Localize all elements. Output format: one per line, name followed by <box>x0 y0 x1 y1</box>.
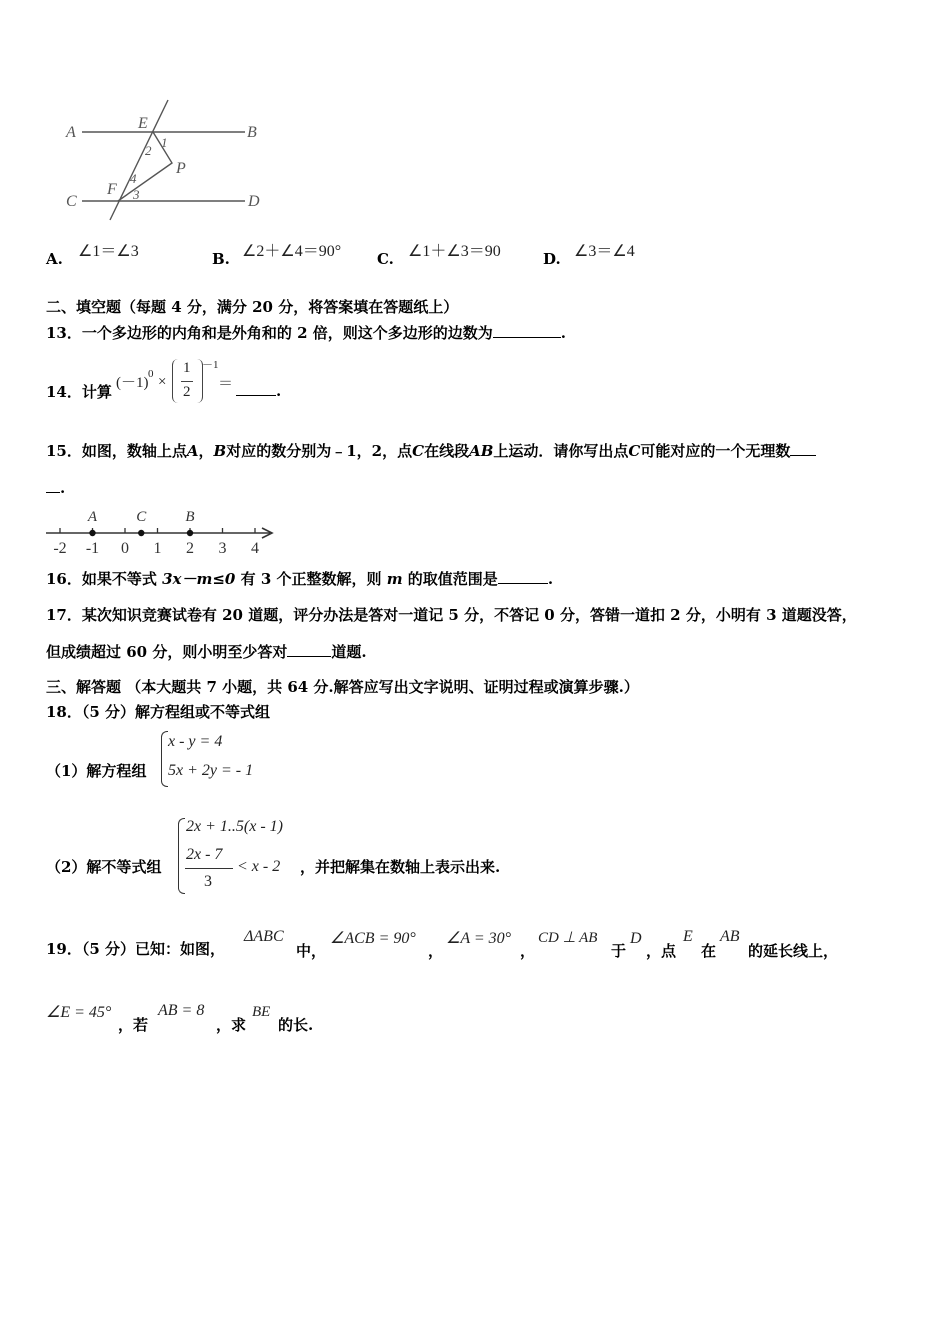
q14-paren-left <box>172 359 181 403</box>
q14-times: × <box>158 374 167 390</box>
label-3: 3 <box>133 187 140 202</box>
section2-heading: 二、填空题（每题 4 分，满分 20 分，将答案填在答题纸上） <box>46 298 459 316</box>
q14-base: (－1) <box>116 375 149 391</box>
q15-point-b: B <box>213 442 227 460</box>
q16-text-c: 的取值范围是 <box>402 570 498 588</box>
q19-angle-a: ∠A = 30° <box>446 930 512 947</box>
q15-text-c: 在线段 <box>424 442 470 460</box>
q19-point-d: D <box>630 930 642 947</box>
q18-part2-frac-bar <box>185 868 233 869</box>
q14-exp0: 0 <box>148 368 154 380</box>
question-15-line1 <box>46 440 816 461</box>
tick-label: -2 <box>53 540 67 557</box>
option-d-letter: D. <box>543 250 561 268</box>
q14-exp1: －1 <box>202 359 219 371</box>
question-13 <box>46 322 566 343</box>
q12-geometry-figure <box>60 95 280 225</box>
tick-label: -1 <box>85 540 100 557</box>
tick-label: 0 <box>121 540 129 557</box>
q16-var-m: m <box>386 570 403 588</box>
point-a-label: A <box>87 509 98 525</box>
q18-part1-label: （1）解方程组 <box>46 762 147 780</box>
q18-part1-eq1: x - y = 4 <box>168 733 223 750</box>
q15-text-e: 可能对应的一个无理数 <box>640 442 791 460</box>
q12-option-c <box>377 250 394 268</box>
q17-answer-blank[interactable] <box>287 642 331 657</box>
q12-option-a <box>46 250 63 268</box>
label-C: C <box>66 193 77 210</box>
label-2: 2 <box>145 143 152 158</box>
q19-perp: CD ⊥ AB <box>538 930 598 946</box>
q16-text-b: 有 3 个正整数解，则 <box>235 570 387 588</box>
q14-answer <box>236 381 281 400</box>
tick-label: 2 <box>186 540 194 557</box>
q19-angle-e: ∠E = 45° <box>46 1004 112 1021</box>
q18-part2-ineq1: 2x + 1..5(x - 1) <box>186 818 283 835</box>
q19-text-i: ，若 <box>118 1016 149 1034</box>
q18-part2-num: 2x - 7 <box>186 846 223 863</box>
q15-text-b: 对应的数分别为﹣1，2，点 <box>226 442 413 460</box>
point-b-dot <box>187 530 193 536</box>
q13-answer-blank[interactable] <box>493 323 561 338</box>
q15-point-a: A <box>186 442 199 460</box>
q19-text-f: ，点 <box>646 942 677 960</box>
q18-part2-tail: ，并把解集在数轴上表示出来. <box>300 858 501 876</box>
label-D: D <box>248 193 260 210</box>
point-c-label: C <box>136 509 147 525</box>
q12-option-b-expr: ∠2＋∠4＝90° <box>242 243 342 260</box>
q18-part2-brace <box>178 818 185 894</box>
q19-segment-be: BE <box>252 1004 271 1020</box>
point-c-dot <box>138 530 144 536</box>
q15-segment-ab: AB <box>469 442 494 460</box>
label-E: E <box>138 115 148 132</box>
q19-text-g: 在 <box>701 942 717 960</box>
q18-part2-label: （2）解不等式组 <box>46 858 162 876</box>
q18-part1-brace <box>161 731 168 787</box>
section3-heading: 三、解答题 （本大题共 7 小题，共 64 分.解答应写出文字说明、证明过程或演算步骤.） <box>46 678 639 696</box>
question-15-line2 <box>46 478 65 497</box>
q15-end: . <box>60 479 66 497</box>
q19-angle-acb: ∠ACB = 90° <box>330 930 416 947</box>
label-1: 1 <box>161 135 168 150</box>
q18-part1-eq2: 5x + 2y = - 1 <box>168 762 254 779</box>
q12-option-d <box>543 250 561 268</box>
q12-option-b <box>212 250 230 268</box>
question-17-line1: 17．某次知识竞赛试卷有 20 道题，评分办法是答对一道记 5 分，不答记 0 分，答错一道扣 2 分，小明有 3 道题没答， <box>46 606 857 624</box>
q18-part2-rhs: < x - 2 <box>237 858 281 875</box>
q19-text-d: ， <box>520 942 536 960</box>
q14-eq: ＝ <box>218 376 234 392</box>
label-A: A <box>66 124 76 141</box>
q18-heading: 18．（5 分）解方程组或不等式组 <box>46 703 271 721</box>
point-b-label: B <box>185 509 195 525</box>
q15-text-a: 15．如图，数轴上点 <box>46 442 187 460</box>
q12-option-c-expr: ∠1＋∠3＝90 <box>408 243 501 260</box>
q19-text-a: 19．（5 分）已知：如图， <box>46 940 226 958</box>
option-a-letter: A. <box>46 250 63 268</box>
q12-option-a-expr: ∠1＝∠3 <box>78 243 139 260</box>
tick-label: 1 <box>153 540 162 557</box>
question-16 <box>46 568 553 589</box>
q13-end: . <box>560 324 566 342</box>
q17-text-a: 但成绩超过 60 分，则小明至少答对 <box>46 643 288 661</box>
option-c-letter: C. <box>377 250 394 268</box>
q16-end: . <box>547 570 554 588</box>
q16-inequality: 3x－m≤0 <box>162 570 236 588</box>
q19-text-e: 于 <box>611 942 627 960</box>
q19-text-k: 的长. <box>278 1016 314 1034</box>
q19-text-c: ， <box>428 942 444 960</box>
tick-label: 4 <box>251 540 259 557</box>
q16-answer-blank[interactable] <box>498 569 548 584</box>
q19-text-j: ，求 <box>216 1016 247 1034</box>
q15-point-c2: C <box>628 442 641 460</box>
q13-text: 13．一个多边形的内角和是外角和的 2 倍，则这个多边形的边数为 <box>46 324 493 342</box>
q15-comma: ， <box>198 442 214 460</box>
q19-point-e: E <box>683 928 693 945</box>
q12-option-d-expr: ∠3＝∠4 <box>574 243 635 260</box>
q15-number-line <box>40 500 280 558</box>
label-B: B <box>247 124 257 141</box>
q15-answer-blank-b[interactable] <box>46 478 60 493</box>
q17-text-b: 道题. <box>331 643 367 661</box>
point-a-dot <box>89 530 95 536</box>
q15-text-d: 上运动．请你写出点 <box>493 442 629 460</box>
q15-answer-blank-a[interactable] <box>790 441 816 456</box>
question-17-line2 <box>46 641 367 662</box>
label-4: 4 <box>130 171 137 186</box>
tick-label: 3 <box>218 540 227 557</box>
q16-text-a: 16．如果不等式 <box>46 570 163 588</box>
q19-text-b: 中， <box>296 942 327 960</box>
q14-frac-den: 2 <box>183 384 191 400</box>
option-b-letter: B. <box>212 250 230 268</box>
q14-prefix: 14．计算 <box>46 383 112 401</box>
q19-text-h: 的延长线上， <box>748 942 839 960</box>
q18-part2-den: 3 <box>204 873 212 890</box>
q19-segment-ab: AB <box>720 928 740 945</box>
q14-frac-num: 1 <box>183 360 191 376</box>
q19-triangle: ΔABC <box>244 928 284 945</box>
q14-end: . <box>276 382 282 400</box>
label-P: P <box>176 160 186 177</box>
label-F: F <box>107 181 117 198</box>
q19-ab-value: AB = 8 <box>158 1002 205 1019</box>
q15-point-c: C <box>412 442 425 460</box>
q14-frac-bar <box>181 381 193 382</box>
q14-answer-blank[interactable] <box>236 381 276 396</box>
